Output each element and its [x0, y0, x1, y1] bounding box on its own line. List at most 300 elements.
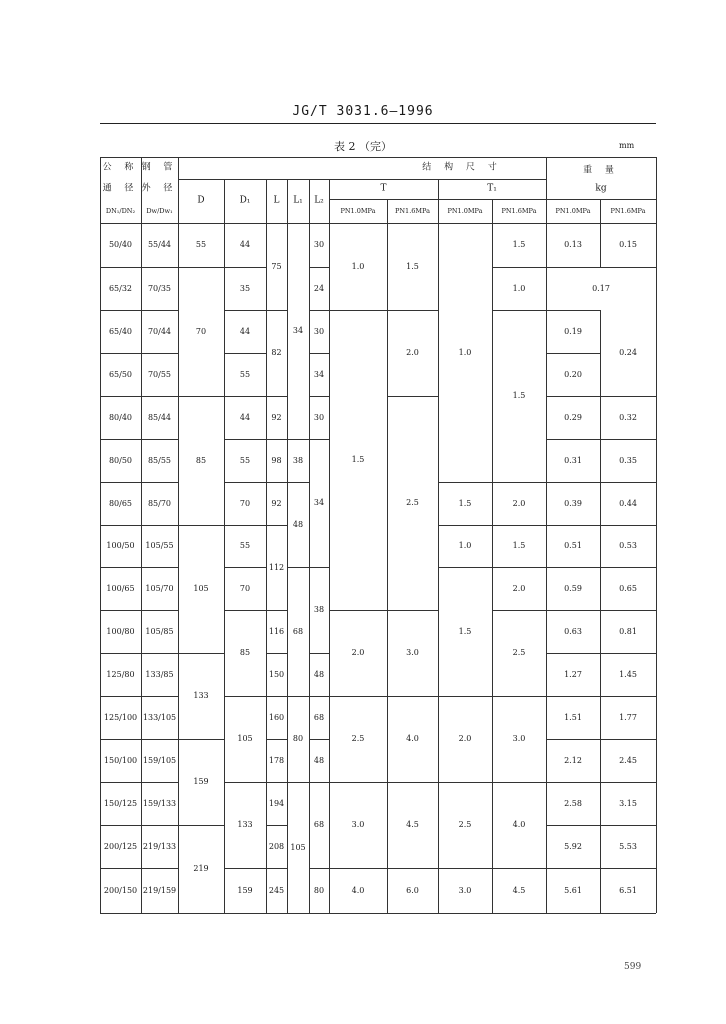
row-rule	[546, 396, 600, 397]
span-rule	[438, 567, 492, 568]
T1-pn10-cell: 1.5	[458, 498, 472, 508]
span-rule	[438, 482, 492, 483]
weight-pn16-cell: 0.44	[619, 498, 637, 508]
T-pn16-cell: 6.0	[406, 885, 419, 895]
T-pn10-cell: 2.5	[351, 734, 365, 743]
span-rule	[600, 482, 656, 483]
T1-pn16-cell: 1.0	[512, 283, 526, 293]
weight-pn16-cell: 2.45	[619, 755, 637, 765]
header-rule	[546, 199, 656, 200]
T1-pn10-cell: 2.5	[458, 820, 472, 829]
span-rule	[287, 482, 309, 483]
span-rule	[224, 310, 266, 311]
pipe-od-cell: 105/70	[145, 583, 174, 593]
span-rule	[387, 610, 438, 611]
header-bottom-rule	[100, 223, 656, 224]
weight-pn16-cell: 0.32	[619, 412, 637, 422]
T1-pn16-cell: 4.0	[512, 820, 526, 829]
D1-cell: 70	[239, 583, 251, 593]
page-number: 599	[624, 962, 642, 972]
header-nominal-line1: 公 称	[102, 162, 139, 173]
T-pn10-cell: 4.0	[351, 885, 365, 895]
row-rule	[100, 696, 178, 697]
T-pn10-cell: 2.0	[351, 648, 365, 657]
span-rule	[224, 353, 266, 354]
span-rule	[600, 868, 656, 869]
T1-pn10-cell: 2.0	[458, 734, 472, 743]
D1-cell: 70	[239, 498, 251, 508]
table-rule	[387, 199, 388, 913]
header-D1: D₁	[239, 195, 251, 206]
L-cell: 194	[268, 798, 285, 808]
weight-pn10-cell: 0.20	[564, 369, 582, 379]
D1-cell: 105	[237, 734, 253, 743]
span-rule	[600, 267, 656, 268]
span-rule	[387, 868, 438, 869]
weight-pn10-cell: 0.39	[564, 498, 582, 508]
weight-pn16-cell: 0.81	[619, 626, 637, 636]
pipe-od-cell: 85/70	[147, 498, 172, 508]
T1-pn16-cell: 1.5	[512, 541, 526, 550]
span-rule	[600, 825, 656, 826]
span-rule	[600, 396, 656, 397]
span-rule	[387, 696, 438, 697]
weight-pn16-cell: 0.65	[619, 583, 637, 593]
span-rule	[266, 868, 287, 869]
nominal-diameter-cell: 150/125	[103, 798, 138, 808]
L-cell: 92	[271, 498, 282, 508]
table-rule	[329, 179, 330, 913]
span-rule	[600, 439, 656, 440]
L2-cell: 30	[313, 412, 325, 422]
pipe-od-cell: 70/44	[147, 326, 172, 336]
span-rule	[178, 396, 224, 397]
span-rule	[492, 267, 546, 268]
span-rule	[266, 782, 287, 783]
D-cell: 133	[193, 691, 209, 700]
pipe-od-cell: 133/85	[145, 669, 174, 679]
D1-cell: 159	[237, 885, 253, 895]
T-pn16-cell: 2.5	[406, 498, 419, 507]
weight-pn10-cell: 0.63	[564, 626, 582, 636]
L1-cell: 105	[290, 842, 306, 852]
nominal-diameter-cell: 65/50	[108, 369, 133, 379]
T1-pn10-cell: 1.0	[458, 541, 472, 550]
weight-pn10-cell: 0.31	[564, 455, 582, 465]
span-rule	[224, 868, 266, 869]
span-rule	[266, 696, 287, 697]
row-rule	[546, 567, 600, 568]
table-rule	[178, 157, 179, 913]
weight-pn10-cell: 2.58	[564, 798, 582, 808]
L-cell: 208	[268, 841, 285, 851]
row-rule	[100, 353, 178, 354]
row-rule	[100, 482, 178, 483]
table-rule	[546, 157, 547, 913]
span-rule	[600, 525, 656, 526]
span-rule	[178, 525, 224, 526]
L1-cell: 48	[292, 519, 304, 529]
T-pn16-cell: 2.0	[406, 348, 419, 357]
T-pn16-cell: 4.0	[406, 734, 419, 743]
L2-cell: 48	[313, 755, 325, 765]
span-rule	[438, 525, 492, 526]
D-cell: 219	[193, 864, 209, 873]
span-rule	[387, 782, 438, 783]
L2-cell: 38	[313, 605, 325, 614]
row-rule	[546, 825, 600, 826]
span-rule	[287, 439, 309, 440]
L2-cell: 68	[313, 712, 325, 722]
span-rule	[309, 696, 329, 697]
span-rule	[492, 696, 546, 697]
nominal-diameter-cell: 200/150	[103, 885, 138, 895]
weight-pn16-cell: 1.77	[619, 712, 637, 722]
nominal-diameter-cell: 65/40	[108, 326, 133, 336]
span-rule	[600, 696, 656, 697]
span-rule	[266, 525, 287, 526]
span-rule	[266, 439, 287, 440]
L-cell: 178	[268, 755, 285, 765]
T1-pn16-cell: 4.5	[512, 885, 526, 895]
span-rule	[309, 739, 329, 740]
row-rule	[546, 868, 600, 869]
span-rule	[329, 782, 387, 783]
weight-pn16-cell: 0.15	[619, 240, 637, 249]
pipe-od-cell: 55/44	[147, 240, 172, 249]
weight-pn10-cell: 1.51	[564, 712, 582, 722]
L2-cell: 30	[313, 240, 325, 249]
span-rule	[438, 696, 492, 697]
D-cell: 105	[193, 584, 209, 593]
span-rule	[438, 782, 492, 783]
table-rule	[287, 179, 288, 913]
header-L1: L₁	[293, 195, 303, 206]
nominal-diameter-cell: 80/40	[108, 412, 133, 422]
span-rule	[224, 782, 266, 783]
table-rule	[141, 157, 142, 913]
table-rule	[266, 179, 267, 913]
table-right-rule	[656, 157, 657, 913]
nominal-diameter-cell: 80/65	[108, 498, 133, 508]
span-rule	[266, 482, 287, 483]
T1-pn10-cell: 1.0	[458, 347, 472, 357]
span-rule	[287, 696, 309, 697]
span-rule	[224, 525, 266, 526]
span-rule	[309, 653, 329, 654]
table-top-rule	[100, 157, 656, 158]
T1-pn16-cell: 2.5	[512, 648, 526, 657]
nominal-diameter-cell: 80/50	[108, 455, 133, 465]
weight-pn10-cell: 0.13	[564, 240, 582, 249]
span-rule	[309, 353, 329, 354]
weight-pn10-cell: 0.19	[564, 326, 582, 336]
L-cell: 245	[268, 885, 285, 895]
pipe-od-cell: 105/55	[145, 541, 174, 550]
D-cell: 159	[193, 777, 209, 786]
span-rule	[492, 567, 546, 568]
D1-cell: 44	[239, 412, 251, 422]
T-pn10-cell: 1.5	[351, 455, 365, 464]
nominal-diameter-cell: 125/80	[106, 669, 135, 679]
nominal-diameter-cell: 65/32	[108, 283, 133, 293]
span-rule	[224, 567, 266, 568]
row-rule	[546, 696, 600, 697]
span-rule	[178, 825, 224, 826]
table-bottom-rule	[100, 913, 656, 914]
unit-label: mm	[619, 141, 635, 150]
span-rule	[329, 610, 387, 611]
row-rule	[100, 567, 178, 568]
T1-pn16-cell: 1.5	[512, 391, 526, 400]
L-cell: 160	[268, 712, 285, 722]
weight-pn10-cell: 2.12	[564, 755, 582, 765]
T1-pn16-cell: 1.5	[512, 240, 526, 249]
pipe-od-cell: 70/55	[147, 369, 172, 379]
L-cell: 75	[271, 261, 282, 271]
D1-cell: 85	[239, 648, 251, 657]
span-rule	[287, 567, 309, 568]
header-nominal-line3: DN₁/DN₂	[105, 206, 136, 215]
L-cell: 92	[271, 412, 282, 422]
header-T-pn16: PN1.6MPa	[394, 206, 431, 215]
L-cell: 150	[268, 669, 285, 679]
header-nominal-line2: 通 径	[102, 183, 139, 194]
weight-pn10-cell: 1.27	[564, 669, 582, 679]
pipe-od-cell: 159/133	[142, 798, 177, 808]
row-rule	[546, 353, 600, 354]
L2-cell: 48	[313, 669, 325, 679]
pipe-od-cell: 85/44	[147, 412, 172, 422]
span-rule	[266, 653, 287, 654]
weight-pn10-cell: 0.59	[564, 583, 582, 593]
weight-pn16-cell: 1.45	[619, 669, 637, 679]
row-rule	[100, 825, 178, 826]
D1-cell: 55	[239, 455, 251, 465]
span-rule	[309, 439, 329, 440]
pipe-od-cell: 70/35	[147, 283, 172, 293]
header-T-pn10: PN1.0MPa	[340, 206, 376, 215]
span-rule	[387, 396, 438, 397]
header-pipe-line3: Dw/Dw₁	[146, 206, 173, 215]
span-rule	[224, 696, 266, 697]
D1-cell: 44	[239, 240, 251, 249]
row-rule	[100, 610, 178, 611]
nominal-diameter-cell: 100/65	[106, 583, 135, 593]
T1-pn16-cell: 3.0	[512, 734, 526, 743]
span-rule	[309, 868, 329, 869]
span-rule	[492, 782, 546, 783]
weight-pn10-cell: 0.51	[564, 541, 582, 550]
header-L2: L₂	[314, 195, 324, 206]
span-rule	[309, 267, 329, 268]
row-rule	[546, 782, 600, 783]
nominal-diameter-cell: 150/100	[103, 755, 138, 765]
header-dimensions-group: 结 构 尺 寸	[422, 162, 502, 173]
table-rule	[438, 179, 439, 913]
T1-pn16-cell: 2.0	[512, 498, 526, 508]
row-rule	[546, 653, 600, 654]
header-weight-group: 重 量	[583, 165, 619, 176]
T-pn10-cell: 1.0	[351, 261, 365, 271]
weight-pn16-cell: 0.53	[619, 541, 637, 550]
span-rule	[224, 396, 266, 397]
span-rule	[266, 310, 287, 311]
L1-cell: 80	[292, 734, 304, 743]
L2-cell: 34	[313, 498, 325, 507]
pipe-od-cell: 219/133	[142, 841, 177, 851]
T1-pn10-cell: 1.5	[458, 626, 472, 636]
pipe-od-cell: 219/159	[142, 885, 177, 895]
pipe-od-cell: 133/105	[142, 712, 177, 722]
table-rule	[309, 179, 310, 913]
span-rule	[178, 653, 224, 654]
weight-pn16-cell: 3.15	[619, 798, 637, 808]
dimension-table	[100, 157, 656, 913]
header-rule	[100, 123, 656, 124]
D-cell: 70	[195, 326, 207, 336]
row-rule	[546, 739, 600, 740]
row-rule	[100, 525, 178, 526]
weight-merged-cell: 0.17	[592, 283, 610, 293]
header-T1-pn16: PN1.6MPa	[501, 206, 537, 215]
D1-cell: 55	[239, 541, 251, 550]
L1-cell: 38	[292, 455, 304, 465]
nominal-diameter-cell: 100/50	[106, 541, 135, 550]
weight-pn10-cell: 0.29	[564, 412, 582, 422]
span-rule	[224, 610, 266, 611]
row-rule	[546, 267, 600, 268]
row-rule	[100, 868, 178, 869]
T-pn16-cell: 3.0	[406, 648, 419, 657]
row-rule	[100, 653, 178, 654]
T-pn16-cell: 1.5	[406, 261, 419, 271]
D1-cell: 55	[239, 369, 251, 379]
span-rule	[178, 267, 224, 268]
row-rule	[100, 310, 178, 311]
row-rule	[546, 310, 600, 311]
header-weight-pn10: PN1.0MPa	[555, 206, 591, 215]
L-cell: 112	[268, 562, 285, 572]
table-rule	[492, 199, 493, 913]
table-caption: 表 2 （完）	[334, 140, 392, 153]
row-rule	[546, 610, 600, 611]
nominal-diameter-cell: 50/40	[108, 240, 133, 249]
header-weight-unit: kg	[595, 183, 607, 194]
row-rule	[546, 525, 600, 526]
table-left-rule	[100, 157, 101, 913]
D1-cell: 133	[237, 820, 253, 829]
header-rule	[178, 179, 546, 180]
header-L: L	[273, 195, 280, 206]
header-T1: T₁	[487, 183, 497, 194]
D-cell: 55	[195, 240, 207, 249]
span-rule	[309, 567, 329, 568]
span-rule	[600, 739, 656, 740]
span-rule	[438, 868, 492, 869]
T-pn16-cell: 4.5	[406, 820, 419, 829]
L1-cell: 34	[292, 326, 304, 335]
L2-cell: 68	[313, 820, 325, 829]
span-rule	[287, 782, 309, 783]
T-pn10-cell: 3.0	[351, 820, 365, 829]
span-rule	[492, 610, 546, 611]
span-rule	[600, 782, 656, 783]
T1-pn16-cell: 2.0	[512, 583, 526, 593]
weight-pn10-cell: 5.92	[564, 841, 582, 851]
D1-cell: 35	[239, 283, 251, 293]
D-cell: 85	[195, 455, 207, 465]
L2-cell: 24	[313, 283, 325, 293]
span-rule	[266, 396, 287, 397]
weight-pn16-cell: 6.51	[619, 885, 637, 895]
row-rule	[546, 482, 600, 483]
D1-cell: 44	[239, 326, 251, 336]
pipe-od-cell: 85/55	[147, 455, 172, 465]
span-rule	[492, 482, 546, 483]
header-T: T	[380, 183, 387, 194]
span-rule	[600, 610, 656, 611]
pipe-od-cell: 105/85	[145, 626, 174, 636]
span-rule	[266, 739, 287, 740]
span-rule	[178, 739, 224, 740]
span-rule	[492, 868, 546, 869]
span-rule	[329, 696, 387, 697]
span-rule	[309, 396, 329, 397]
span-rule	[309, 310, 329, 311]
L1-cell: 68	[292, 626, 304, 636]
span-rule	[309, 782, 329, 783]
row-rule	[100, 396, 178, 397]
nominal-diameter-cell: 100/80	[106, 626, 135, 636]
L2-cell: 80	[313, 885, 325, 895]
L2-cell: 34	[313, 369, 325, 379]
weight-pn16-cell: 5.53	[619, 841, 637, 851]
row-rule	[100, 782, 178, 783]
header-pipe-line2: 外 径	[141, 183, 178, 194]
row-rule	[100, 267, 178, 268]
table-rule	[224, 179, 225, 913]
weight-pn10-cell: 5.61	[564, 885, 582, 895]
span-rule	[600, 653, 656, 654]
span-rule	[224, 267, 266, 268]
span-rule	[329, 310, 387, 311]
row-rule	[100, 439, 178, 440]
weight-pn16-cell: 0.35	[619, 455, 637, 465]
weight-pn16-cell: 0.24	[619, 348, 637, 357]
span-rule	[387, 310, 438, 311]
span-rule	[329, 868, 387, 869]
span-rule	[600, 567, 656, 568]
L-cell: 116	[268, 626, 285, 636]
header-weight-pn16: PN1.6MPa	[610, 206, 646, 215]
span-rule	[266, 825, 287, 826]
header-D: D	[197, 195, 205, 206]
header-pipe-line1: 钢 管	[141, 162, 178, 173]
nominal-diameter-cell: 200/125	[103, 841, 138, 851]
standard-number: JG/T 3031.6—1996	[292, 104, 434, 119]
L-cell: 98	[271, 455, 282, 465]
span-rule	[224, 482, 266, 483]
span-rule	[492, 525, 546, 526]
nominal-diameter-cell: 125/100	[103, 712, 138, 722]
span-rule	[266, 610, 287, 611]
span-rule	[224, 439, 266, 440]
row-rule	[100, 739, 178, 740]
T1-pn10-cell: 3.0	[458, 885, 472, 895]
L-cell: 82	[271, 348, 282, 357]
pipe-od-cell: 159/105	[142, 755, 177, 765]
